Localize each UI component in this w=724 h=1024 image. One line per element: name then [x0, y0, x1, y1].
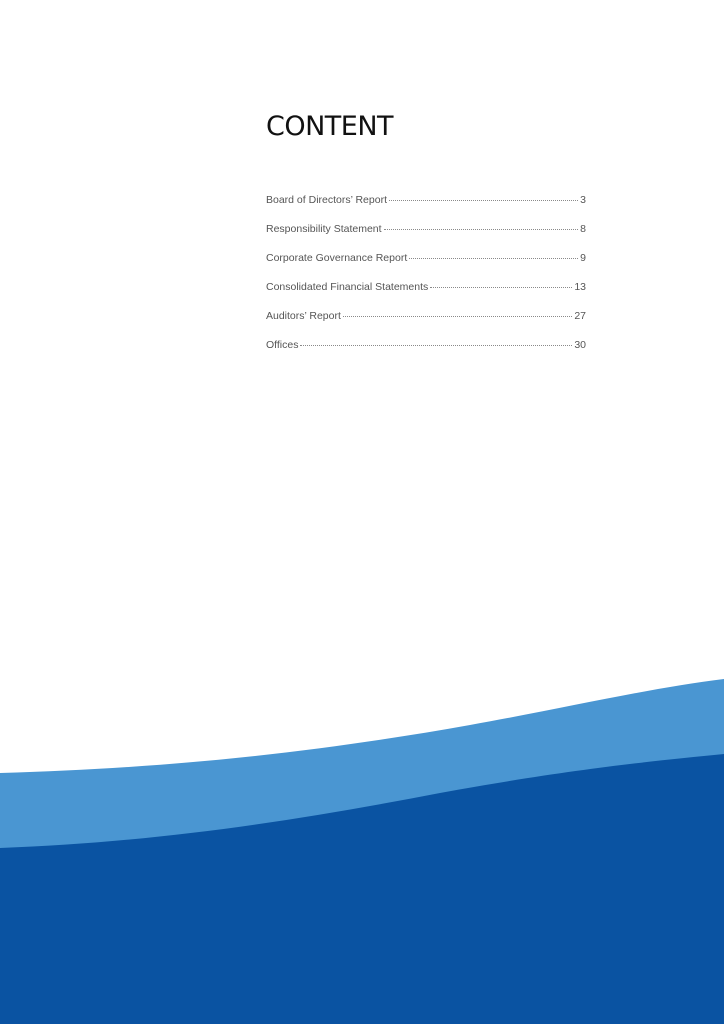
toc-dot-leader — [430, 287, 572, 288]
toc-item-page-number: 8 — [580, 223, 586, 235]
table-of-contents — [266, 194, 586, 368]
toc-dot-leader — [384, 229, 579, 230]
page-title: CONTENT — [266, 111, 394, 142]
toc-item-consolidated-financial-statements[interactable] — [266, 281, 586, 310]
toc-dot-leader — [343, 316, 572, 317]
toc-item-label: Offices — [266, 339, 299, 351]
toc-item-auditors-report[interactable] — [266, 310, 586, 339]
toc-dot-leader — [389, 200, 578, 201]
toc-item-page-number: 3 — [580, 194, 586, 206]
toc-item-label: Corporate Governance Report — [266, 252, 408, 264]
decorative-wave — [0, 670, 724, 1024]
toc-item-offices[interactable] — [266, 339, 586, 368]
toc-item-label: Auditors’ Report — [266, 310, 341, 322]
toc-item-responsibility-statement[interactable] — [266, 223, 586, 252]
toc-item-board-of-directors-report[interactable] — [266, 194, 586, 223]
toc-item-page-number: 30 — [574, 339, 586, 351]
toc-item-label: Consolidated Financial Statements — [266, 281, 429, 293]
toc-item-label: Board of Directors’ Report — [266, 194, 387, 206]
toc-item-page-number: 9 — [580, 252, 586, 264]
toc-dot-leader — [300, 345, 572, 346]
toc-item-page-number: 27 — [574, 310, 586, 322]
toc-item-page-number: 13 — [574, 281, 586, 293]
toc-item-label: Responsibility Statement — [266, 223, 382, 235]
toc-item-corporate-governance-report[interactable] — [266, 252, 586, 281]
toc-dot-leader — [409, 258, 578, 259]
